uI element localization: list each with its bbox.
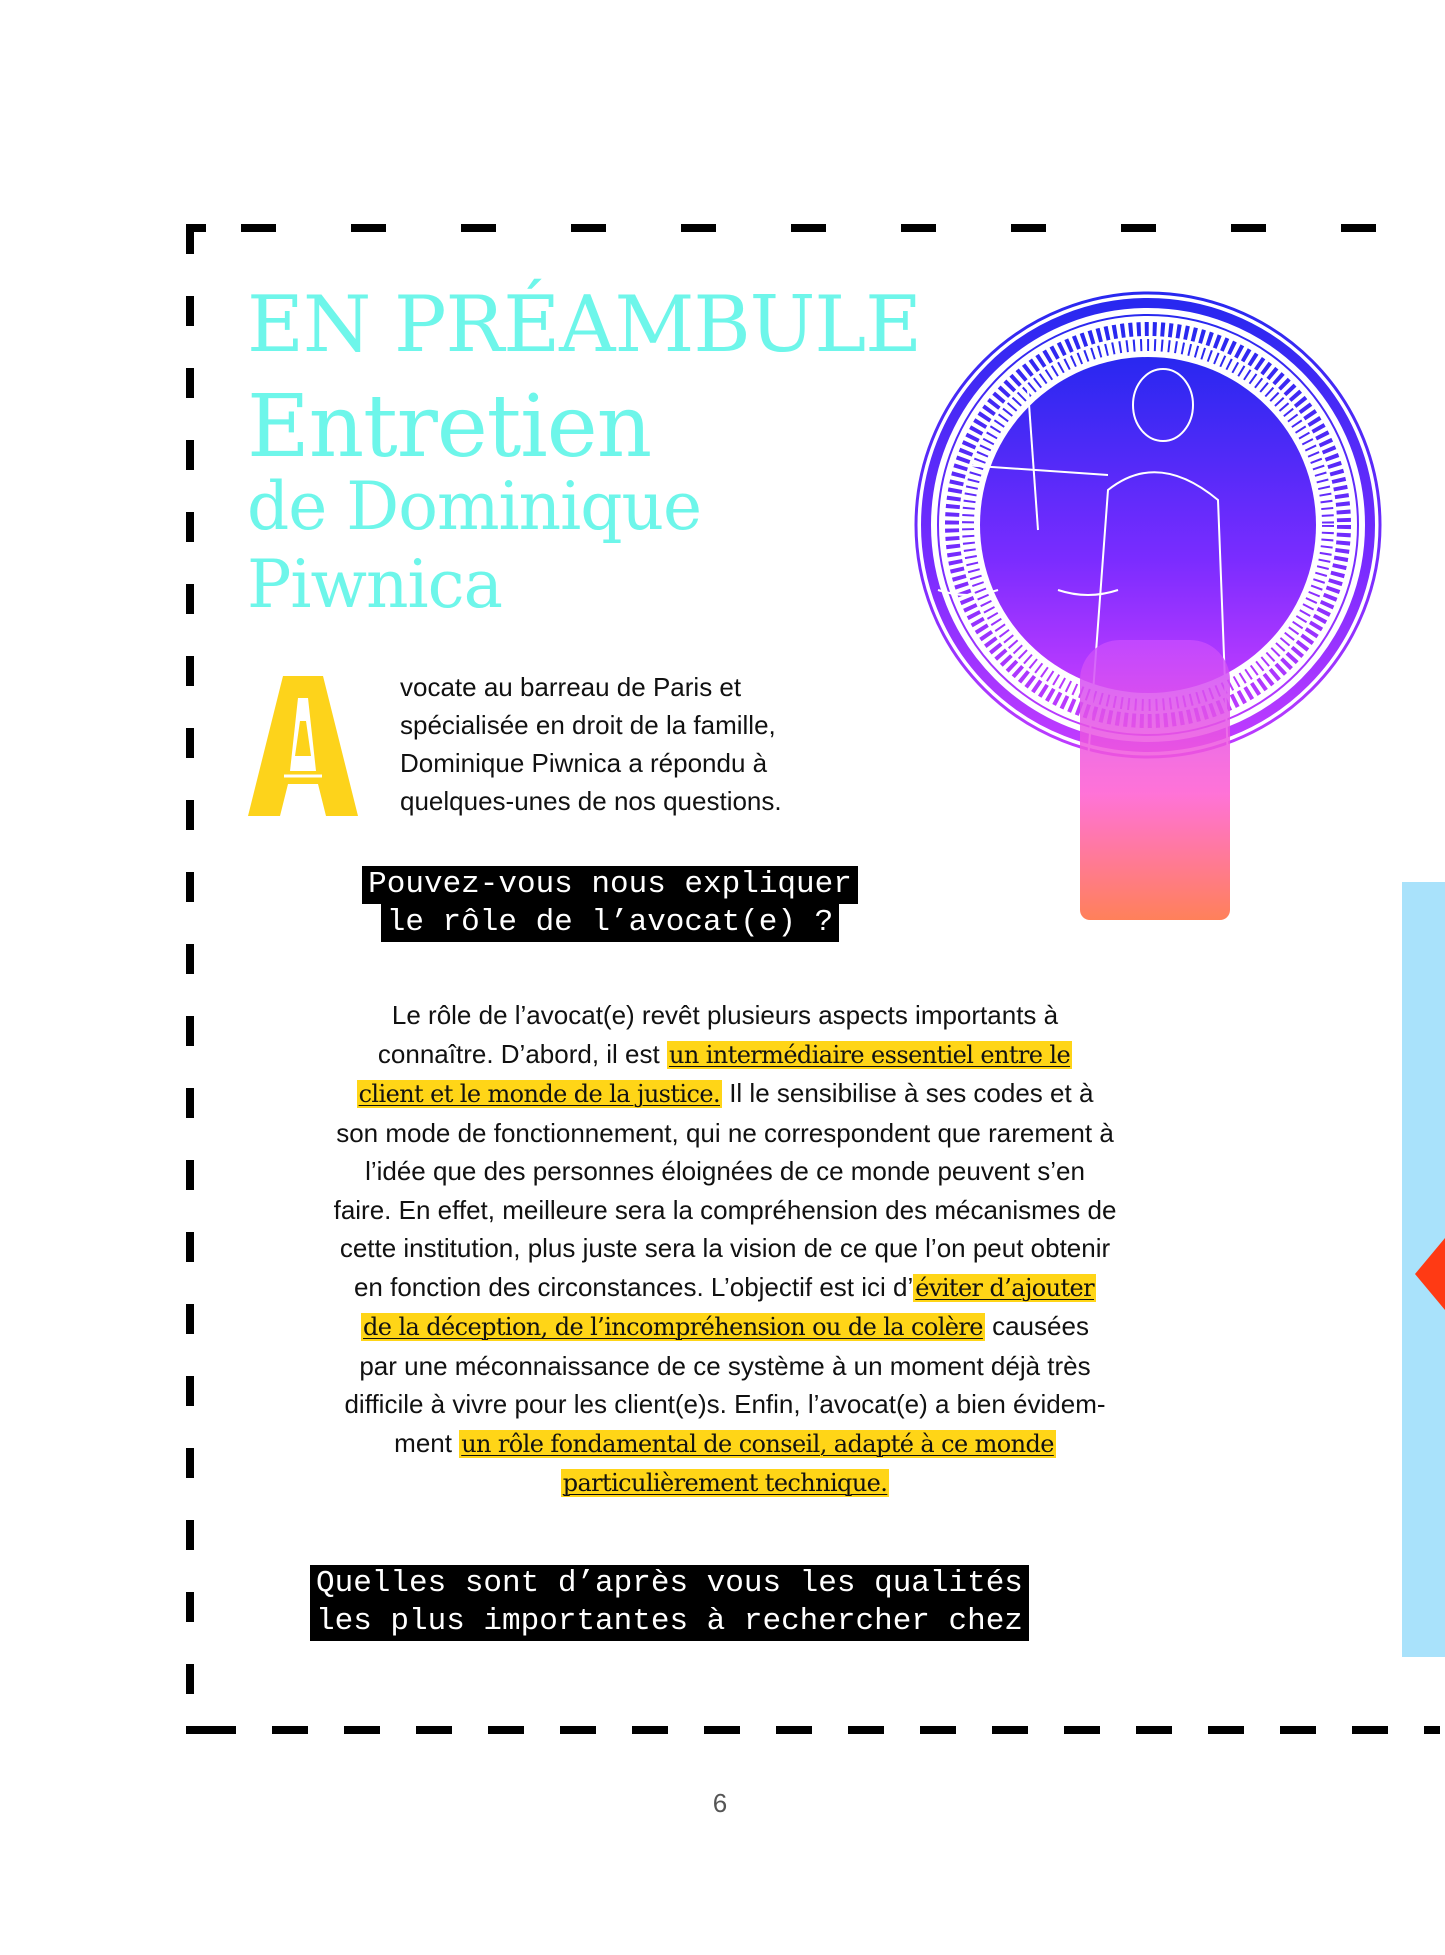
page-subtitle: Piwnica — [247, 546, 502, 623]
arrow-left-icon — [1415, 1238, 1445, 1310]
section-kicker: EN PRÉAMBULE — [247, 280, 922, 370]
highlighted-text: client et le monde de la justice. — [358, 1080, 720, 1108]
answer-line — [255, 1035, 1195, 1075]
question-heading — [320, 866, 900, 942]
answer-line — [255, 1463, 1195, 1503]
answer-line: cette institution, plus juste sera la vision de ce que l’on peut obtenir — [339, 1233, 1111, 1263]
question-line: le rôle de l’avocat(e) ? — [381, 904, 839, 942]
answer-line — [255, 1268, 1195, 1308]
highlighted-text: de la déception, de l’incompréhension ou de la colère — [363, 1313, 983, 1341]
frame-left-border — [186, 224, 194, 1734]
answer-text: en fonction des circonstances. L’objectif est ici d’ — [353, 1271, 914, 1302]
question-line: Quelles sont d’après vous les qualités — [310, 1565, 1029, 1603]
highlighted-text: éviter d’ajouter — [915, 1273, 1095, 1302]
intro-line: vocate au barreau de Paris et — [400, 672, 742, 702]
answer-line: par une méconnaissance de ce système à un moment déjà très — [359, 1350, 1091, 1381]
answer-line: faire. En effet, meilleure sera la compréhension des mécanismes de — [333, 1194, 1117, 1225]
highlighted-text: un rôle fondamental de conseil, adapté à ce monde — [461, 1429, 1054, 1458]
page-number: 6 — [712, 1788, 728, 1818]
intro-paragraph — [400, 668, 870, 820]
answer-text: Il le sensibilise à ses codes et à — [721, 1078, 1094, 1108]
page-title: Entretien — [247, 377, 652, 477]
page-subtitle: de Dominique — [247, 468, 702, 545]
answer-text: causées — [984, 1311, 1089, 1341]
intro-line: spécialisée en droit de la famille, — [400, 710, 776, 740]
question-heading — [310, 1565, 1140, 1641]
frame-bottom-border — [200, 1726, 1440, 1734]
intro-line: Dominique Piwnica a répondu à — [400, 748, 768, 778]
question-line: les plus importantes à rechercher chez — [310, 1603, 1029, 1641]
intro-line: quelques-unes de nos questions. — [400, 786, 782, 816]
answer-line — [255, 1074, 1195, 1114]
answer-line — [255, 1424, 1195, 1464]
frame-top-border — [186, 224, 1426, 232]
lady-justice-robe — [1080, 640, 1230, 920]
highlighted-text: particulièrement technique. — [562, 1469, 888, 1497]
answer-text: connaître. D’abord, il est — [377, 1038, 667, 1069]
answer-line: difficile à vivre pour les client(e)s. Enfin, l’avocat(e) a bien évidem- — [344, 1389, 1106, 1419]
answer-line: son mode de fonctionnement, qui ne correspondent que rarement à — [336, 1117, 1114, 1148]
dropcap-letter-a — [248, 676, 358, 816]
question-line: Pouvez-vous nous expliquer — [362, 866, 858, 904]
highlighted-text: un intermédiaire essentiel entre le — [668, 1040, 1071, 1069]
answer-line: Le rôle de l’avocat(e) revêt plusieurs aspects importants à — [391, 1000, 1059, 1030]
answer-line: l’idée que des personnes éloignées de ce monde peuvent s’en — [365, 1156, 1085, 1186]
answer-line — [255, 1307, 1195, 1347]
answer-text: ment — [394, 1427, 460, 1458]
answer-paragraph — [255, 996, 1195, 1503]
